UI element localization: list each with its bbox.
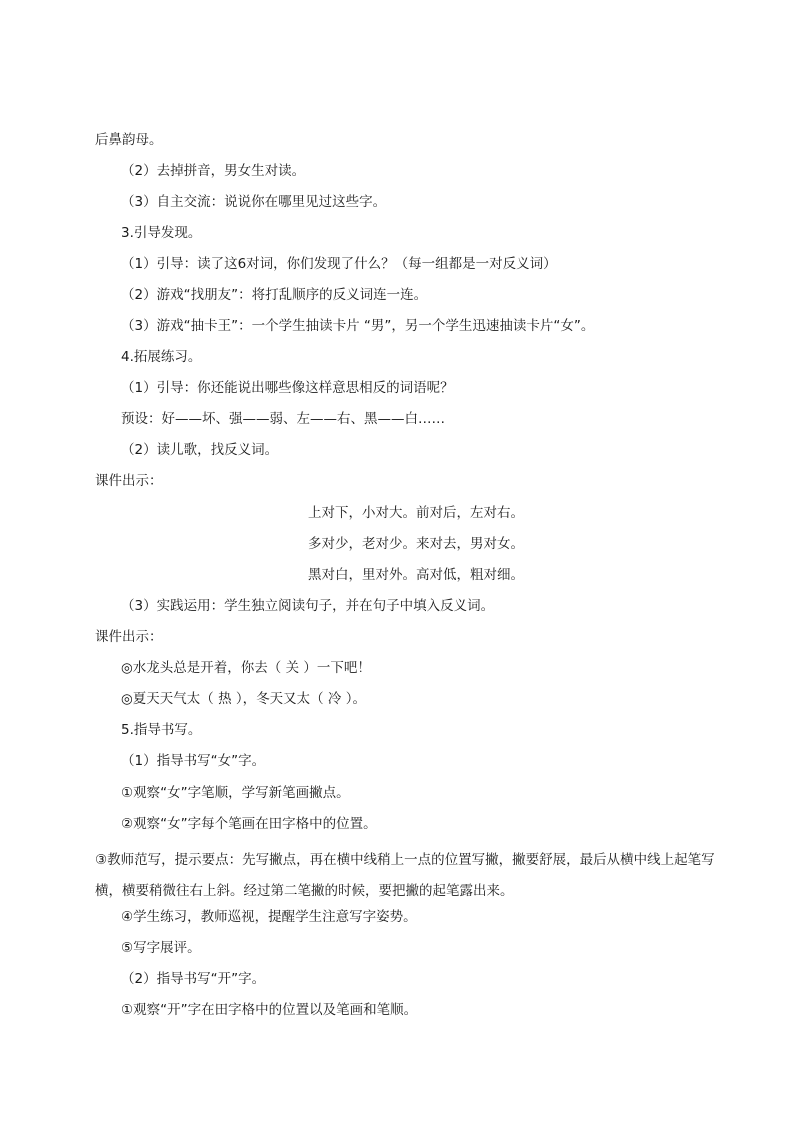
text-line: 后鼻韵母。: [95, 132, 163, 148]
section-heading: 3.引导发现。: [121, 225, 202, 241]
text-line: ①观察“开”字在田字格中的位置以及笔画和笔顺。: [121, 1002, 418, 1018]
text-line: （2）游戏“找朋友”：将打乱顺序的反义词连一连。: [121, 287, 428, 303]
text-line: （1）指导书写“女”字。: [121, 753, 266, 769]
poem-line: 多对少，老对少。来对去，男对女。: [308, 536, 524, 552]
exercise-sentence: ◎夏天天气太（ 热 ），冬天又太（ 冷 ）。: [121, 691, 366, 707]
text-line: 预设：好——坏、强——弱、左——右、黑——白……: [121, 411, 445, 427]
text-line: （2）指导书写“开”字。: [121, 971, 266, 987]
text-line: （3）游戏“抽卡王”：一个学生抽读卡片 “男”，另一个学生迅速抽读卡片“女”。: [121, 318, 595, 334]
text-line: ①观察“女”字笔顺，学写新笔画撇点。: [121, 785, 350, 801]
text-line: （3）实践运用：学生独立阅读句子，并在句子中填入反义词。: [121, 598, 495, 614]
text-line: ⑤写字展评。: [121, 940, 201, 956]
text-paragraph: ③教师范写，提示要点：先写撇点，再在横中线稍上一点的位置写撇，撇要舒展，最后从横中线上起笔写横，横要稍微往右上斜。经过第二笔撇的时候，要把撇的起笔露出来。: [95, 852, 715, 899]
text-line: ②观察“女”字每个笔画在田字格中的位置。: [121, 816, 377, 832]
poem-line: 黑对白，里对外。高对低，粗对细。: [308, 567, 524, 583]
text-line: （2）读儿歌，找反义词。: [121, 442, 279, 458]
text-line: （1）引导：你还能说出哪些像这样意思相反的词语呢？: [121, 380, 454, 396]
text-line: （2）去掉拼音，男女生对读。: [121, 163, 306, 179]
courseware-label: 课件出示：: [95, 629, 163, 645]
text-line: （3）自主交流：说说你在哪里见过这些字。: [121, 194, 387, 210]
section-heading: 4.拓展练习。: [121, 349, 202, 365]
text-line: ④学生练习，教师巡视，提醒学生注意写字姿势。: [121, 909, 417, 925]
exercise-sentence: ◎水龙头总是开着，你去（ 关 ）一下吧！: [121, 660, 371, 676]
poem-line: 上对下，小对大。前对后，左对右。: [308, 505, 524, 521]
courseware-label: 课件出示：: [95, 473, 163, 489]
text-line: （1）引导：读了这6对词，你们发现了什么？（每一组都是一对反义词）: [121, 256, 557, 272]
section-heading: 5.指导书写。: [121, 722, 202, 738]
